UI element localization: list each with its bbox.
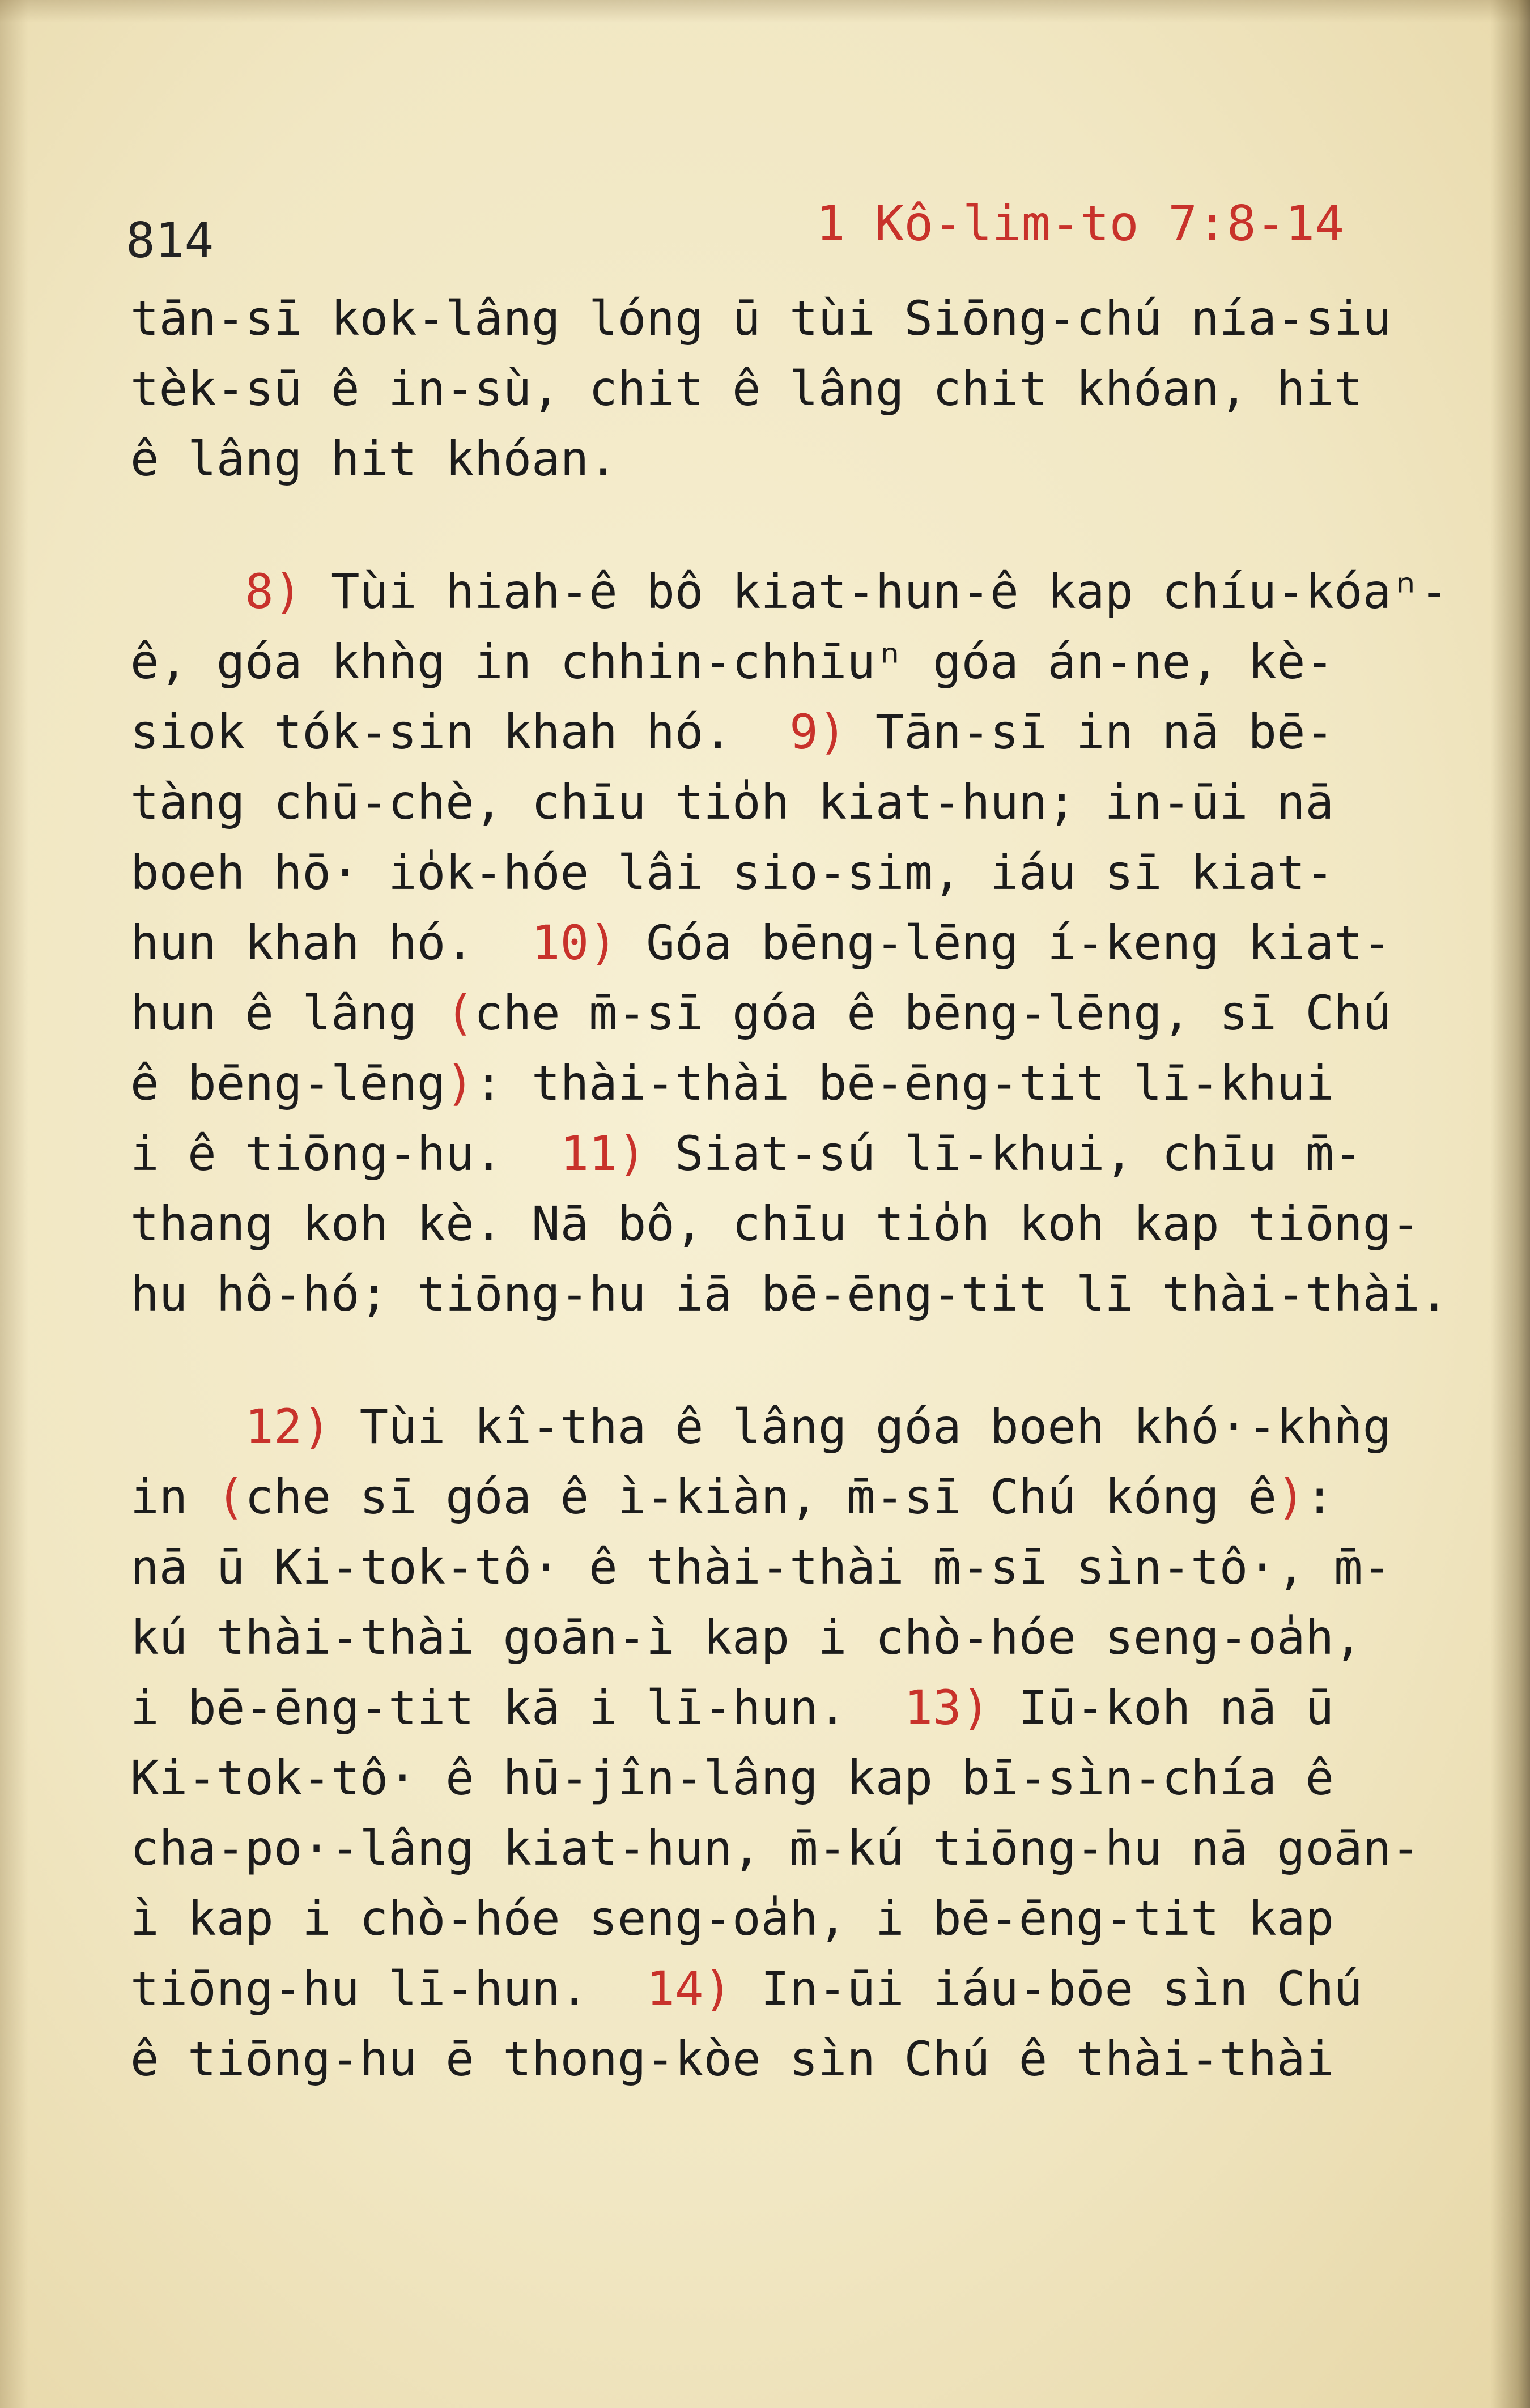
page-edge-shadow-left xyxy=(0,0,28,2408)
body-text xyxy=(130,283,1456,2094)
text-segment: Ki-tok-tô· ê hū-jîn-lâng kap bī-sìn-chía ê xyxy=(130,1750,1334,1806)
text-segment: boeh hō· io̍k-hóe lâi sio-sim, iáu sī kiat- xyxy=(130,845,1334,900)
text-segment xyxy=(130,1399,245,1454)
verse-marker: ) xyxy=(445,1056,474,1111)
text-segment: ê, góa khǹg in chhin-chhīuⁿ góa án-ne, kè- xyxy=(130,634,1334,690)
text-line xyxy=(130,1189,1456,1259)
page-number: 814 xyxy=(126,212,214,269)
verse-marker: 11) xyxy=(560,1126,647,1181)
verse-marker: 8) xyxy=(245,564,303,619)
text-segment: thang koh kè. Nā bô, chīu tio̍h koh kap tiōng- xyxy=(130,1196,1420,1252)
text-segment: i ê tiōng-hu. xyxy=(130,1126,560,1181)
text-segment: ê bēng-lēng xyxy=(130,1056,446,1111)
verse-marker: ) xyxy=(1276,1469,1306,1525)
text-segment: tàng chū-chè, chīu tio̍h kiat-hun; in-ūi nā xyxy=(130,775,1334,830)
text-segment: Tùi kî-tha ê lâng góa boeh khó·-khǹg xyxy=(331,1399,1392,1454)
text-segment: Tān-sī in nā bē- xyxy=(847,704,1334,760)
text-segment: Siat-sú lī-khui, chīu m̄- xyxy=(646,1126,1363,1181)
text-segment: nā ū Ki-tok-tô· ê thài-thài m̄-sī sìn-tô·, m̄- xyxy=(130,1539,1392,1595)
text-segment: ê tiōng-hu ē thong-kòe sìn Chú ê thài-thài xyxy=(130,2031,1334,2087)
verse-marker: 12) xyxy=(245,1399,332,1454)
text-segment xyxy=(130,564,245,619)
text-line xyxy=(130,424,1456,494)
text-segment: in xyxy=(130,1469,216,1525)
text-line xyxy=(130,837,1456,908)
paragraph-gap xyxy=(130,1329,1456,1392)
text-line xyxy=(130,908,1456,978)
chapter-reference: 1 Kô-lim-to 7:8-14 xyxy=(816,195,1344,252)
page-edge-shadow-right xyxy=(1490,0,1530,2408)
text-line xyxy=(130,1743,1456,1813)
verse-marker: ( xyxy=(445,985,474,1041)
text-line xyxy=(130,978,1456,1048)
text-line xyxy=(130,627,1456,697)
text-segment: hun ê lâng xyxy=(130,985,446,1041)
text-line xyxy=(130,1883,1456,1954)
text-line xyxy=(130,1118,1456,1189)
text-segment: siok tók-sin khah hó. xyxy=(130,704,790,760)
text-segment: : thài-thài bē-ēng-tit lī-khui xyxy=(474,1056,1334,1111)
verse-marker: 14) xyxy=(646,1961,733,2016)
text-segment: Tùi hiah-ê bô kiat-hun-ê kap chíu-kóaⁿ- xyxy=(302,564,1449,619)
text-line xyxy=(130,1259,1456,1329)
verse-marker: 13) xyxy=(904,1680,991,1735)
text-segment: Góa bēng-lēng í-keng kiat- xyxy=(617,915,1392,971)
text-segment: In-ūi iáu-bōe sìn Chú xyxy=(732,1961,1363,2016)
text-segment: Iū-koh nā ū xyxy=(990,1680,1334,1735)
text-line xyxy=(130,1048,1456,1118)
text-segment: hu hô-hó; tiōng-hu iā bē-ēng-tit lī thài-thài. xyxy=(130,1266,1449,1322)
text-line xyxy=(130,1673,1456,1743)
text-line xyxy=(130,767,1456,837)
text-line xyxy=(130,283,1456,354)
text-segment: che sī góa ê ì-kiàn, m̄-sī Chú kóng ê xyxy=(245,1469,1277,1525)
text-segment: ì kap i chò-hóe seng-oa̍h, i bē-ēng-tit kap xyxy=(130,1891,1334,1946)
text-line xyxy=(130,1954,1456,2024)
text-line xyxy=(130,1602,1456,1673)
text-line xyxy=(130,2024,1456,2094)
verse-marker: ( xyxy=(216,1469,245,1525)
text-segment: tèk-sū ê in-sù, chit ê lâng chit khóan, hit xyxy=(130,361,1363,416)
text-segment: tiōng-hu lī-hun. xyxy=(130,1961,647,2016)
text-line xyxy=(130,556,1456,627)
text-segment: i bē-ēng-tit kā i lī-hun. xyxy=(130,1680,904,1735)
paragraph-gap xyxy=(130,494,1456,556)
text-line xyxy=(130,697,1456,767)
text-segment: ê lâng hit khóan. xyxy=(130,431,618,487)
text-segment: kú thài-thài goān-ì kap i chò-hóe seng-oa̍h, xyxy=(130,1610,1363,1665)
text-segment: hun khah hó. xyxy=(130,915,532,971)
text-line xyxy=(130,1392,1456,1462)
verse-marker: 10) xyxy=(532,915,618,971)
text-line xyxy=(130,354,1456,424)
text-segment: cha-po·-lâng kiat-hun, m̄-kú tiōng-hu nā goān- xyxy=(130,1820,1420,1876)
text-segment: : xyxy=(1305,1469,1334,1525)
text-line xyxy=(130,1532,1456,1602)
text-segment: che m̄-sī góa ê bēng-lēng, sī Chú xyxy=(474,985,1392,1041)
text-line xyxy=(130,1813,1456,1883)
verse-marker: 9) xyxy=(789,704,847,760)
page-edge-shadow-top xyxy=(0,0,1530,23)
text-line xyxy=(130,1462,1456,1532)
text-segment: tān-sī kok-lâng lóng ū tùi Siōng-chú nía-siu xyxy=(130,291,1392,346)
